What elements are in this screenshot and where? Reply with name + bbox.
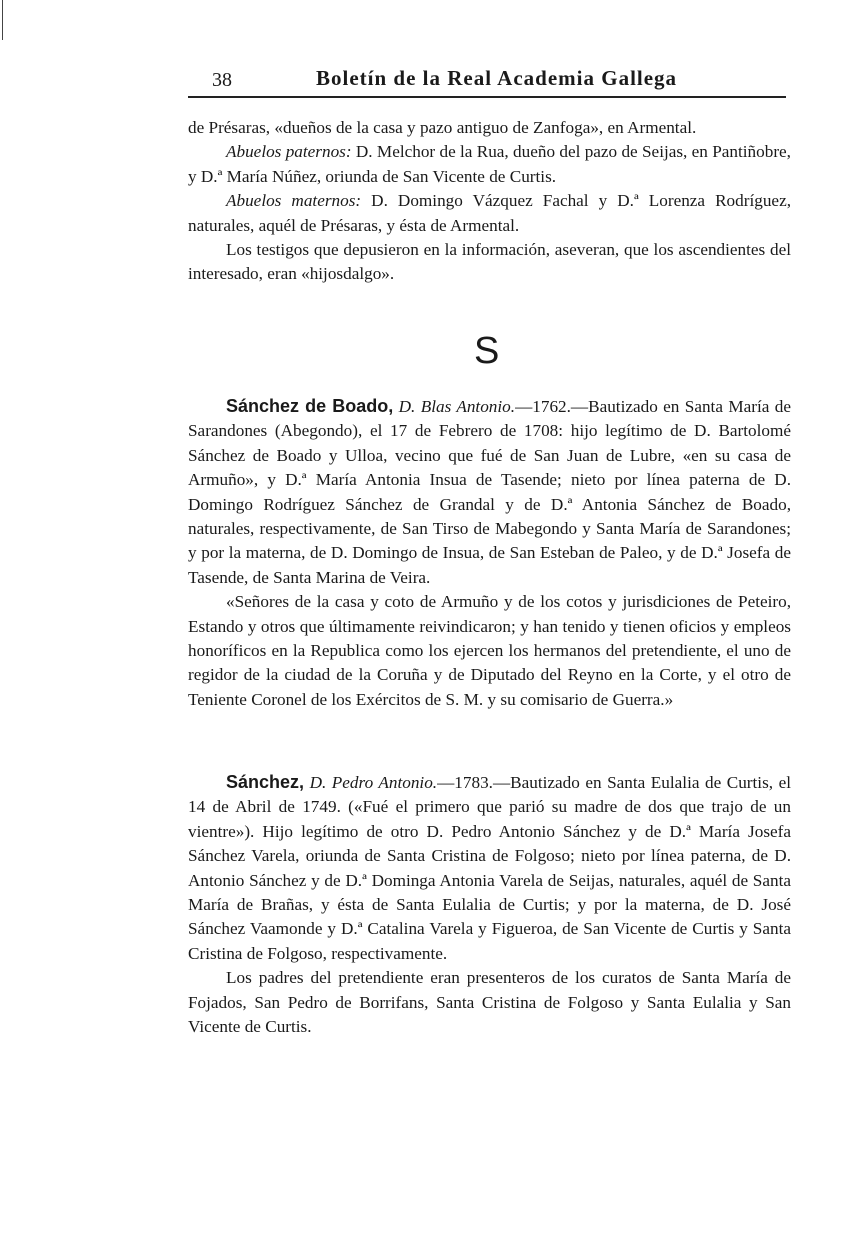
paternal-grandparents-paragraph (188, 140, 791, 189)
entry-sanchez-de-boado (188, 394, 791, 712)
entry-paragraph (188, 394, 791, 590)
paternal-grandparents-label: Abuelos paternos: (226, 142, 352, 162)
entry-surname: Sánchez de Boado, (226, 396, 394, 416)
page-number: 38 (212, 69, 232, 91)
entry-sanchez (188, 770, 791, 1039)
continued-entry (188, 116, 791, 287)
page-header (188, 66, 786, 98)
witnesses-paragraph: Los testigos que depusieron en la información, aseveran, que los ascendientes del interesado, eran «hijosdalgo». (188, 240, 791, 284)
continued-paragraph: de Présaras, «dueños de la casa y pazo antiguo de Zanfoga», en Armental. (188, 118, 697, 137)
entry-text: —1783.—Bautizado en Santa Eulalia de Curtis, el 14 de Abril de 1749. («Fué el primero que parió su madre de dos que trajo de un vientre»). Hijo legítimo de otro D. Pedro Antonio Sánchez y de D.ª María Josefa Sánchez Varela, oriunda de Santa Cristina de Folgoso; nieto por línea paterna, de D. Antonio Sánchez y de D.ª Dominga Antonia Varela de Seijas, naturales, aquél de Santa María de Brañas, y ésta de Santa Eulalia de Curtis; y por la materna, de D. José Sánchez Vaamonde y D.ª Catalina Varela y Figueroa, de San Vicente de Curtis y Santa Cristina de Folgoso, respectivamente. (188, 773, 791, 963)
scan-edge-mark (2, 0, 3, 40)
maternal-grandparents-paragraph (188, 189, 791, 238)
paternal-grandparents-text: D. Melchor de la Rua, dueño del pazo de Seijas, en Pantiñobre, y D.ª María Núñez, oriunda de San Vicente de Curtis. (188, 142, 791, 186)
entry-given-name: D. Pedro Antonio. (309, 773, 438, 792)
entry-text: —1762.—Bautizado en Santa María de Sarandones (Abegondo), el 17 de Febrero de 1708: hijo legítimo de D. Bartolomé Sánchez de Boado y Ulloa, vecino que fué de San Juan de Lubre, «en su casa de Armuño», y D.ª María Antonia Insua de Tasende; nieto por línea paterna de D. Domingo Rodríguez Sánchez de Grandal y de D.ª Antonia Sánchez de Boado, naturales, respectivamente, de San Tirso de Mabegondo y Santa María de Sarandones; y por la materna, de D. Domingo de Insua, de San Esteban de Paleo, y de D.ª Josefa de Tasende, de Santa Marina de Veira. (188, 397, 791, 587)
entry-paragraph (188, 770, 791, 966)
entry-surname: Sánchez, (226, 772, 305, 792)
maternal-grandparents-label: Abuelos maternos: (226, 191, 362, 211)
entry-closing-paragraph: Los padres del pretendiente eran presenteros de los curatos de Santa María de Fojados, San Pedro de Borrifans, Santa Cristina de Folgoso y Santa Eulalia y San Vicente de Curtis. (188, 968, 791, 1037)
section-letter: S (474, 330, 500, 372)
maternal-grandparents-text: D. Domingo Vázquez Fachal y D.ª Lorenza Rodríguez, naturales, aquél de Présaras, y ésta de Armental. (188, 191, 791, 235)
entry-quote-paragraph: «Señores de la casa y coto de Armuño y de los cotos y jurisdiciones de Peteiro, Estando y otros que últimamente reivindicaron; y han tenido y tienen oficios y empleos honoríficos en la Republica como los ejercen los hermanos del pretendiente, el uno de regidor de la ciudad de la Coruña y de Diputado del Reyno en la Corte, y el otro de Teniente Coronel de los Exércitos de S. M. y su comisario de Guerra.» (188, 592, 791, 709)
entry-given-name: D. Blas Antonio. (398, 397, 516, 416)
running-title: Boletín de la Real Academia Gallega (316, 66, 678, 90)
